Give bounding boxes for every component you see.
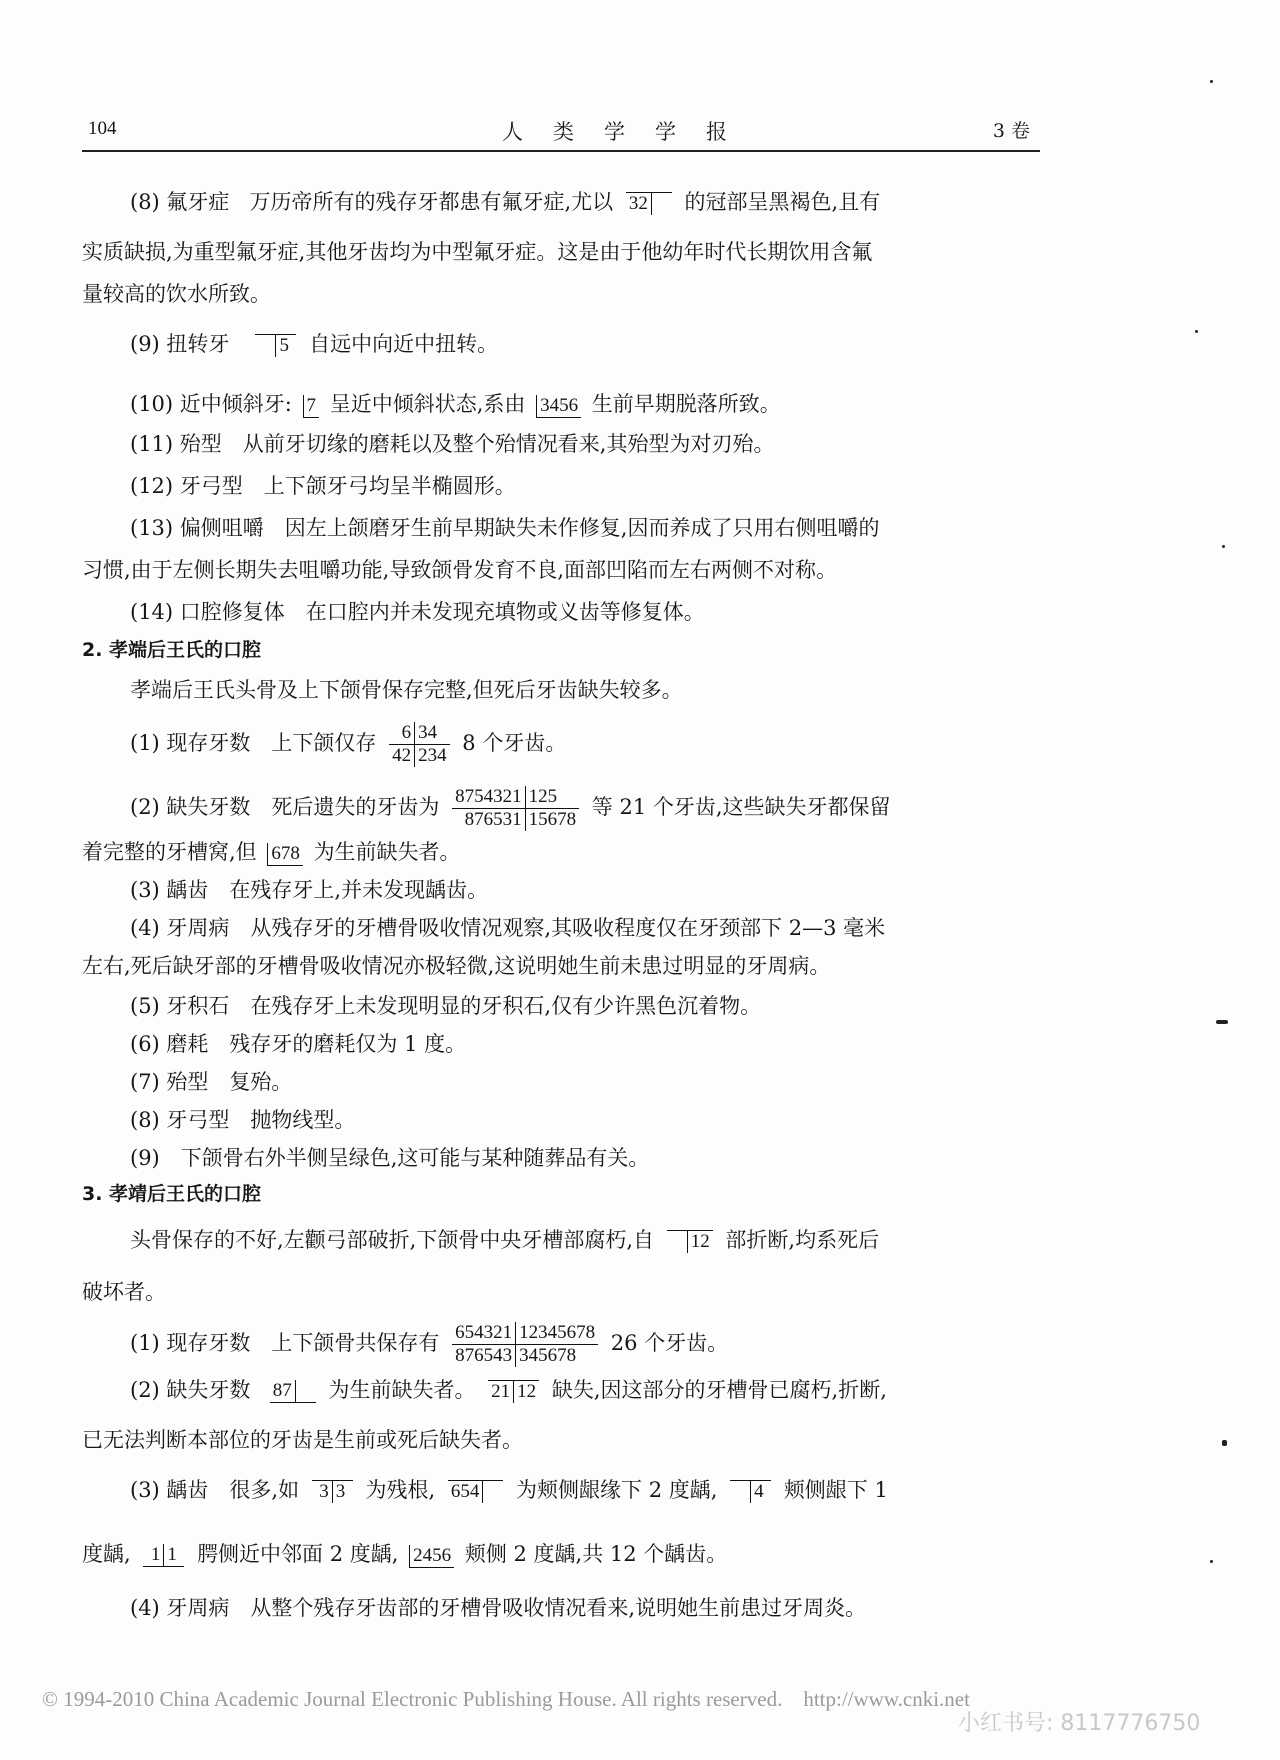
paragraph-arch: (8) 牙弓型 抛物线型。 <box>130 1108 356 1132</box>
paragraph-line: 习惯,由于左侧长期失去咀嚼功能,导致颌骨发育不良,面部凹陷而左右两侧不对称。 <box>82 558 838 582</box>
paragraph-teeth-count: (1) 现存牙数 上下颌仅存 6 34 42 234 8 个牙齿。 <box>130 722 567 766</box>
paragraph-line: 实质缺损,为重型氟牙症,其他牙齿均为中型氟牙症。这是由于他幼年时代长期饮用含氟 <box>82 240 873 264</box>
paragraph-periodontal: (4) 牙周病 从残存牙的牙槽骨吸收情况观察,其吸收程度仅在牙颈部下 2—3 毫米 <box>130 916 886 940</box>
paragraph-arch: (12) 牙弓型 上下颌牙弓均呈半椭圆形。 <box>130 474 516 498</box>
journal-title: 人类学学报 <box>502 120 757 144</box>
dental-notation: 12 <box>667 1230 713 1253</box>
paragraph-periodontal: (4) 牙周病 从整个残存牙齿部的牙槽骨吸收情况看来,说明她生前患过牙周炎。 <box>130 1596 867 1620</box>
dental-notation: 3 3 <box>312 1480 353 1503</box>
section-heading: 2. 孝端后王氏的口腔 <box>82 639 262 661</box>
paragraph-caries: (3) 龋齿 很多,如 3 3 为残根, 654 为颊侧龈缘下 2 度龋, 4 颊侧龈下 1 <box>130 1478 888 1502</box>
paragraph-line: 左右,死后缺牙部的牙槽骨吸收情况亦极轻微,这说明她生前未患过明显的牙周病。 <box>82 954 831 978</box>
paragraph-line: 已无法判断本部位的牙齿是生前或死后缺失者。 <box>82 1428 523 1452</box>
dental-notation: 32 <box>626 192 672 215</box>
dental-notation: 5 <box>255 334 296 357</box>
scan-speck <box>1210 1560 1213 1563</box>
paragraph-missing-teeth: (2) 缺失牙数 87 为生前缺失者。 21 12 缺失,因这部分的牙槽骨已腐朽,折断, <box>130 1378 887 1402</box>
dental-notation: 7 <box>303 395 320 418</box>
scan-speck <box>1222 545 1225 548</box>
page-number: 104 <box>88 118 117 139</box>
paragraph-calculus: (5) 牙积石 在残存牙上未发现明显的牙积石,仅有少许黑色沉着物。 <box>130 994 762 1018</box>
paragraph-line: 着完整的牙槽窝,但 678 为生前缺失者。 <box>82 840 461 864</box>
scan-speck <box>1210 80 1213 83</box>
paragraph-line: 量较高的饮水所致。 <box>82 282 271 306</box>
dental-notation: 87 <box>270 1380 316 1403</box>
volume-label: 3 卷 <box>992 120 1030 142</box>
dental-notation: 654321 12345678 876543 345678 <box>452 1322 598 1367</box>
section-heading: 3. 孝靖后王氏的口腔 <box>82 1183 262 1205</box>
paragraph-mandible: (9) 下颌骨右外半侧呈绿色,这可能与某种随葬品有关。 <box>130 1146 650 1170</box>
dental-notation: 1 1 <box>143 1544 184 1567</box>
copyright-footer: © 1994-2010 China Academic Journal Electronic Publishing House. All rights reserved. http://www.cnki.net <box>42 1687 970 1711</box>
watermark: 小红书号: 8117776750 <box>958 1711 1201 1736</box>
paragraph-chewing: (13) 偏侧咀嚼 因左上颌磨牙生前早期缺失未作修复,因而养成了只用右侧咀嚼的 <box>130 516 880 540</box>
scan-speck <box>1222 1440 1227 1446</box>
paragraph-missing-teeth: (2) 缺失牙数 死后遗失的牙齿为 8754321 125 876531 15678 等 21 个牙齿,这些缺失牙都保留 <box>130 786 891 830</box>
paragraph-wear: (6) 磨耗 残存牙的磨耗仅为 1 度。 <box>130 1032 467 1056</box>
paragraph-line: 破坏者。 <box>82 1280 166 1304</box>
paragraph-fluorosis: (8) 氟牙症 万历帝所有的残存牙都患有氟牙症,尤以 32 的冠部呈黑褐色,且有 <box>130 190 881 214</box>
paragraph-occlusion: (7) 殆型 复殆。 <box>130 1070 293 1094</box>
page-header <box>82 116 1040 152</box>
paragraph-line: 度龋, 1 1 腭侧近中邻面 2 度龋, 2456 颊侧 2 度龋,共 12 个龋齿。 <box>82 1542 728 1566</box>
dental-notation: 6 34 42 234 <box>389 722 450 767</box>
paragraph-caries: (3) 龋齿 在残存牙上,并未发现龋齿。 <box>130 878 489 902</box>
paragraph-restoration: (14) 口腔修复体 在口腔内并未发现充填物或义齿等修复体。 <box>130 600 705 624</box>
scan-speck <box>1195 330 1198 333</box>
paragraph-occlusion: (11) 殆型 从前牙切缘的磨耗以及整个殆情况看来,其殆型为对刃殆。 <box>130 432 775 456</box>
dental-notation: 678 <box>267 843 303 866</box>
paragraph-mesial-tilt: (10) 近中倾斜牙: 7 呈近中倾斜状态,系由 3456 生前早期脱落所致。 <box>130 392 781 416</box>
section-intro: 头骨保存的不好,左颧弓部破折,下颌骨中央牙槽部腐朽,自 12 部折断,均系死后 <box>130 1228 880 1252</box>
dental-notation: 4 <box>730 1480 771 1503</box>
dental-notation: 654 <box>448 1480 504 1503</box>
scan-speck <box>1216 1020 1228 1024</box>
dental-notation: 2456 <box>409 1545 454 1568</box>
dental-notation: 8754321 125 876531 15678 <box>452 786 579 831</box>
section-intro: 孝端后王氏头骨及上下颌骨保存完整,但死后牙齿缺失较多。 <box>130 678 683 702</box>
paragraph-teeth-count: (1) 现存牙数 上下颌骨共保存有 654321 12345678 876543 345678 26 个牙齿。 <box>130 1322 729 1366</box>
dental-notation: 3456 <box>536 395 581 418</box>
paragraph-rotation: (9) 扭转牙 5 自远中向近中扭转。 <box>130 332 499 356</box>
dental-notation: 21 12 <box>488 1380 539 1403</box>
